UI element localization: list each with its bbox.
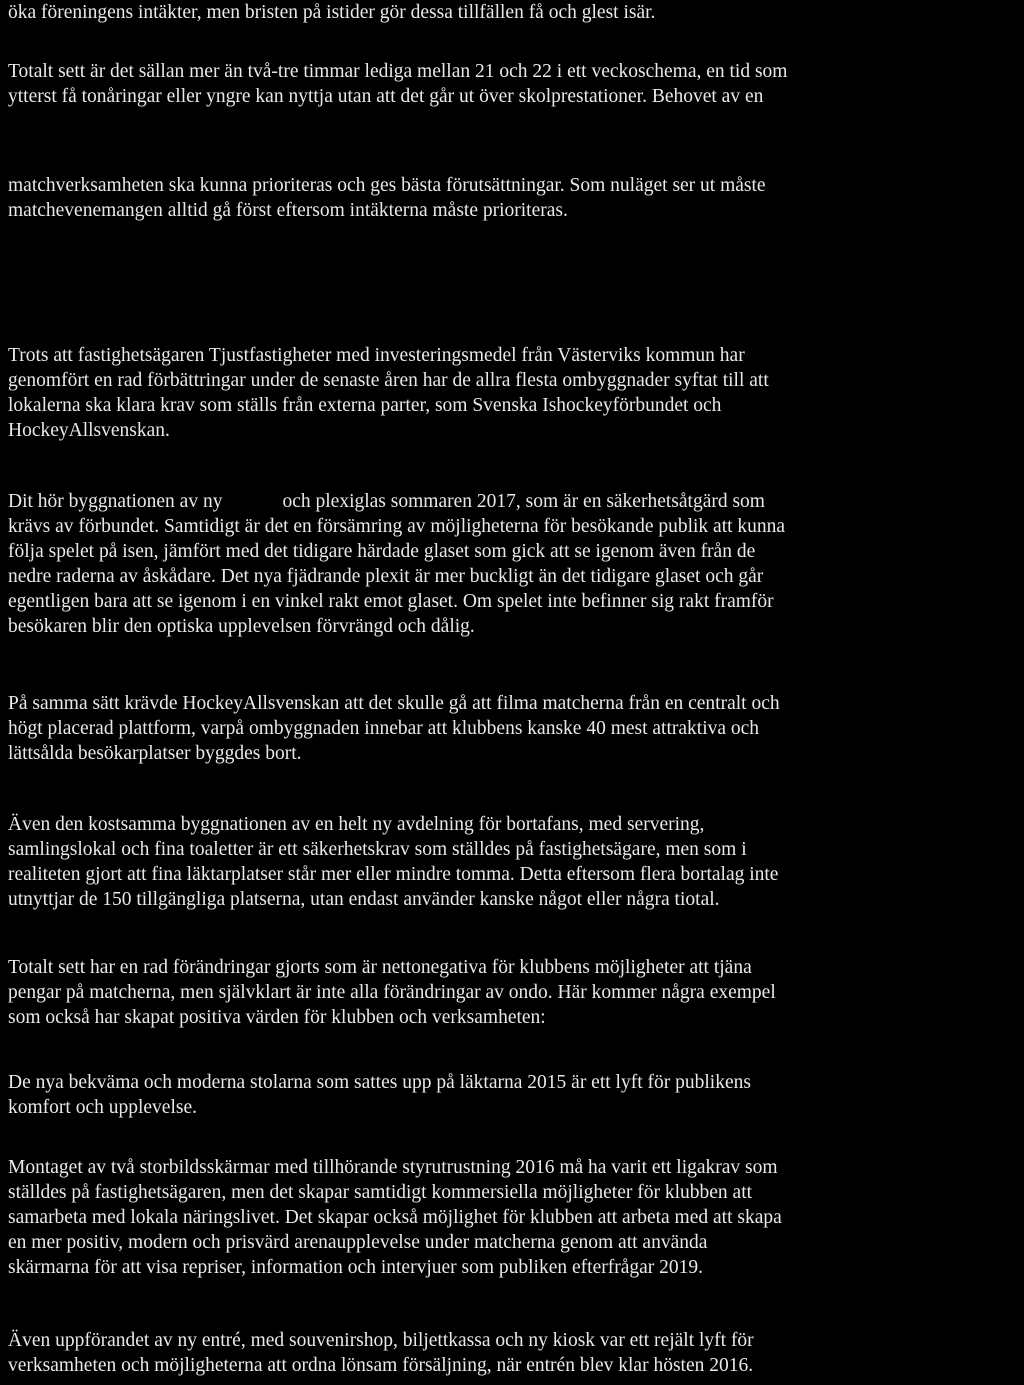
text-line: Totalt sett har en rad förändringar gjorts som är nettonegativa för klubbens möjligheter att tjäna xyxy=(8,957,752,978)
paragraph-plexiglas xyxy=(8,489,785,639)
text-line: pengar på matcherna, men självklart är inte alla förändringar av ondo. Här kommer några exempel xyxy=(8,982,776,1003)
text-line: besökaren blir den optiska upplevelsen förvrängd och dålig. xyxy=(8,616,475,637)
text-line: lokalerna ska klara krav som ställs från externa parter, som Svenska Ishockeyförbundet och xyxy=(8,395,722,416)
paragraph-matchverksamheten xyxy=(8,173,766,223)
paragraph-filma-matcherna xyxy=(8,691,780,766)
text-line: högt placerad plattform, varpå ombyggnaden innebar att klubbens kanske 40 mest attraktiva och xyxy=(8,718,760,739)
text-line: krävs av förbundet. Samtidigt är det en försämring av möjligheterna för besökande publik att kunna xyxy=(8,516,786,537)
text-line: öka föreningens intäkter, men bristen på istider gör dessa tillfällen få och glest isär. xyxy=(8,2,656,23)
text-line: skärmarna för att visa repriser, information och intervjuer som publiken efterfrågar 2019. xyxy=(8,1257,704,1278)
text-fragment: Dit hör byggnationen av ny xyxy=(8,491,223,512)
text-line: matchevenemangen alltid gå först eftersom intäkterna måste prioriteras. xyxy=(8,200,568,221)
text-line xyxy=(8,489,785,514)
paragraph-istider xyxy=(8,0,655,25)
text-line: nedre raderna av åskådare. Det nya fjädrande plexit är mer buckligt än det tidigare glaset och går xyxy=(8,566,764,587)
paragraph-veckoschema xyxy=(8,59,787,109)
text-line: egentligen bara att se igenom i en vinkel rakt emot glaset. Om spelet inte befinner sig rakt framför xyxy=(8,591,774,612)
text-line: som också har skapat positiva värden för klubben och verksamheten: xyxy=(8,1007,546,1028)
text-line: en mer positiv, modern och prisvärd arenaupplevelse under matcherna genom att använda xyxy=(8,1232,708,1253)
text-line: De nya bekväma och moderna stolarna som sattes upp på läktarna 2015 är ett lyft för publikens xyxy=(8,1072,751,1093)
text-line: matchverksamheten ska kunna prioriteras och ges bästa förutsättningar. Som nuläget ser ut måste xyxy=(8,175,766,196)
text-line: HockeyAllsvenskan. xyxy=(8,420,170,441)
paragraph-forandringar xyxy=(8,955,776,1030)
paragraph-bortafans xyxy=(8,812,778,912)
text-line: ytterst få tonåringar eller yngre kan nyttja utan att det går ut över skolprestationer. Behovet av en xyxy=(8,86,764,107)
text-line: lättsålda besökarplatser byggdes bort. xyxy=(8,743,302,764)
text-line: Även den kostsamma byggnationen av en helt ny avdelning för bortafans, med servering, xyxy=(8,814,705,835)
text-line: verksamheten och möjligheterna att ordna lönsam försäljning, när entrén blev klar hösten 2016. xyxy=(8,1355,754,1376)
text-line: komfort och upplevelse. xyxy=(8,1097,197,1118)
text-line: samarbeta med lokala näringslivet. Det skapar också möjlighet för klubben att arbeta med att skapa xyxy=(8,1207,782,1228)
paragraph-stolarna xyxy=(8,1070,751,1120)
text-line: samlingslokal och fina toaletter är ett säkerhetskrav som ställdes på fastighetsägare, men som i xyxy=(8,839,747,860)
text-line: Trots att fastighetsägaren Tjustfastigheter med investeringsmedel från Västerviks kommun har xyxy=(8,345,745,366)
text-line: Montaget av två storbildsskärmar med tillhörande styrutrustning 2016 må ha varit ett ligakrav som xyxy=(8,1157,778,1178)
text-line: Även uppförandet av ny entré, med souvenirshop, biljettkassa och ny kiosk var ett rejält lyft för xyxy=(8,1330,754,1351)
text-line: ställdes på fastighetsägaren, men det skapar samtidigt kommersiella möjligheter för klubben att xyxy=(8,1182,753,1203)
paragraph-fastighetsagaren xyxy=(8,343,769,443)
text-line: På samma sätt krävde HockeyAllsvenskan att det skulle gå att filma matcherna från en centralt och xyxy=(8,693,780,714)
paragraph-storbildsskarmar xyxy=(8,1155,782,1280)
paragraph-entre xyxy=(8,1328,754,1378)
text-line: realiteten gjort att fina läktarplatser står mer eller mindre tomma. Detta eftersom flera bortalag inte xyxy=(8,864,779,885)
text-line: genomfört en rad förbättringar under de senaste åren har de allra flesta ombyggnader syftat till att xyxy=(8,370,769,391)
text-fragment: och plexiglas sommaren 2017, som är en säkerhetsåtgärd som xyxy=(282,491,765,512)
text-line: utnyttjar de 150 tillgängliga platserna, utan endast använder kanske något eller några tiotal. xyxy=(8,889,720,910)
text-line: Totalt sett är det sällan mer än två-tre timmar lediga mellan 21 och 22 i ett veckoschema, en tid som xyxy=(8,61,788,82)
text-line: följa spelet på isen, jämfört med det tidigare härdade glaset som gick att se igenom även från de xyxy=(8,541,756,562)
